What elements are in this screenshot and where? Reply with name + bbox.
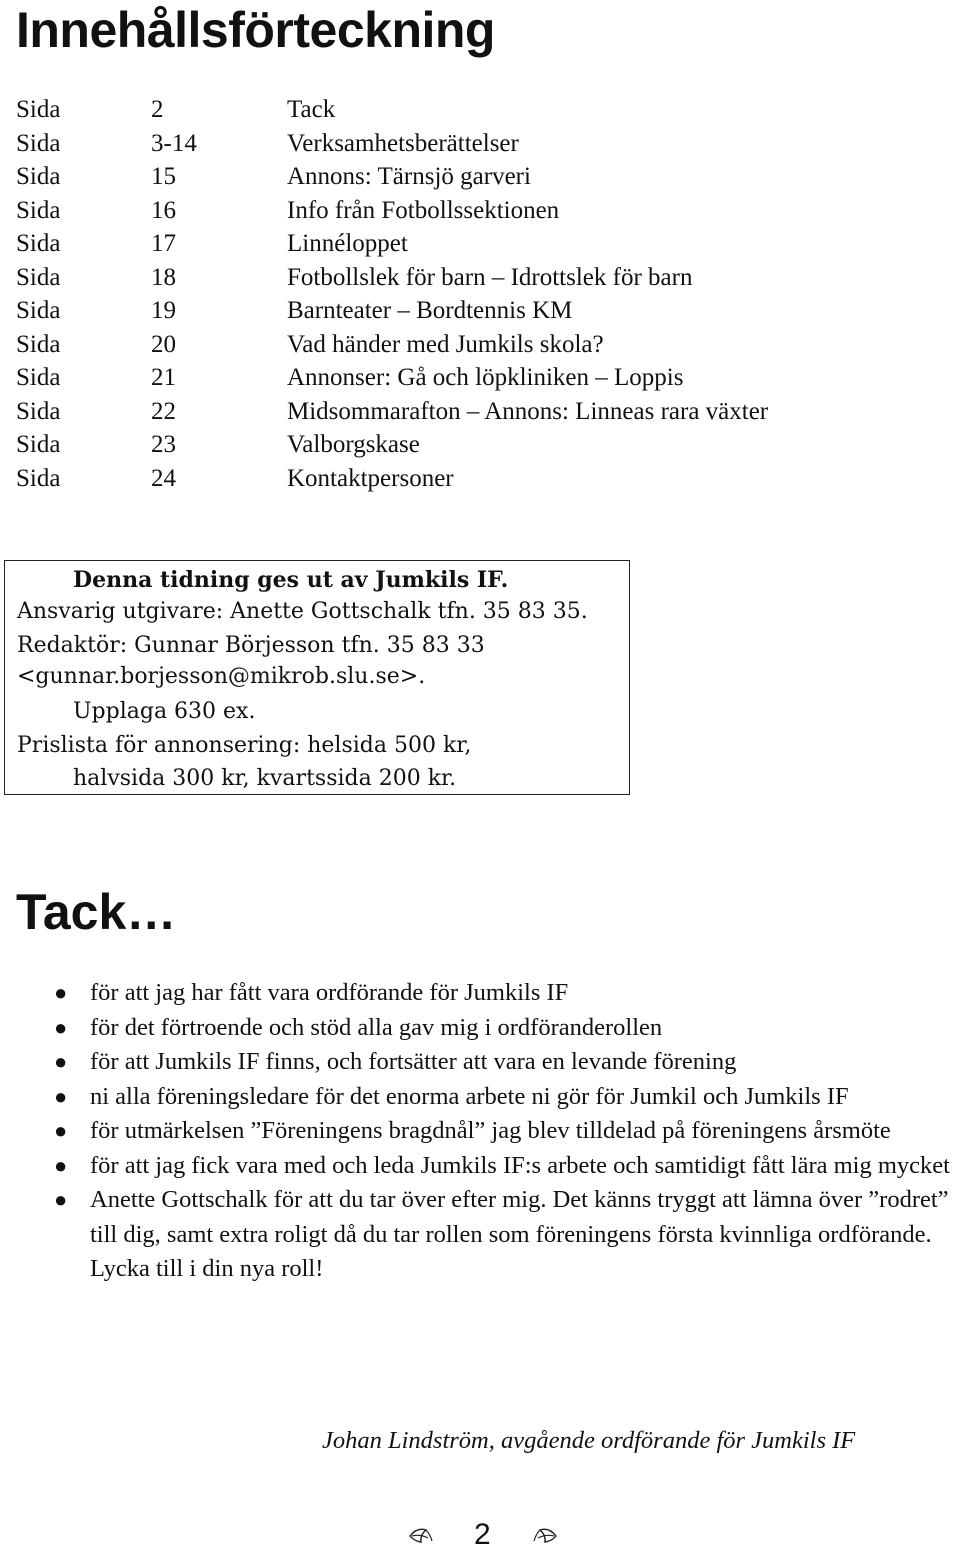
toc-page-number: 15 <box>151 163 176 190</box>
list-item-text: för att Jumkils IF finns, och fortsätter att vara en levande förening <box>90 1048 737 1075</box>
page-title: Innehållsförteckning <box>16 2 495 58</box>
toc-row <box>16 294 916 328</box>
publication-info-box <box>4 560 630 795</box>
toc-entry-title: Annonser: Gå och löpkliniken – Loppis <box>287 364 684 391</box>
toc-label: Sida <box>16 364 61 391</box>
toc-entry-title: Verksamhetsberättelser <box>287 129 519 157</box>
toc-label: Sida <box>16 464 61 492</box>
toc-label: Sida <box>16 397 61 425</box>
bullet-icon: ● <box>54 1049 68 1074</box>
toc-row <box>16 328 916 362</box>
bullet-icon: ● <box>54 1083 68 1109</box>
toc-row <box>16 395 916 429</box>
toc-page-number: 22 <box>151 397 176 425</box>
toc-row <box>16 462 916 496</box>
toc-row <box>16 160 916 194</box>
list-item-text: för utmärkelsen ”Föreningens bragdnål” jag blev tilldelad på föreningens årsmöte <box>90 1117 891 1144</box>
toc-entry-title: Valborgskase <box>287 431 420 458</box>
toc-row <box>16 261 916 295</box>
toc-page-number: 21 <box>151 364 176 391</box>
thanks-list <box>0 976 960 1287</box>
toc-label: Sida <box>16 129 61 157</box>
list-item-text: för det förtroende och stöd alla gav mig i ordföranderollen <box>90 1013 663 1041</box>
leaf-ornament-icon <box>408 1526 434 1544</box>
page-footer <box>0 1518 960 1552</box>
toc-entry-title: Midsommarafton – Annons: Linneas rara växter <box>287 397 769 425</box>
list-item-text: Anette Gottschalk för att du tar över efter mig. Det känns tryggt att lämna över ”rodret” till dig, samt extra roligt då du tar rollen som föreningens första kvinnliga ordförande. Lycka till i din nya roll! <box>90 1186 949 1282</box>
toc-page-number: 23 <box>151 431 176 458</box>
toc-page-number: 16 <box>151 196 176 224</box>
toc-label: Sida <box>16 196 61 224</box>
tack-heading: Tack… <box>16 884 177 940</box>
publisher-line: Denna tidning ges ut av Jumkils IF. <box>73 567 509 593</box>
toc-page-number: 20 <box>151 330 176 358</box>
list-item <box>0 1149 960 1184</box>
toc-entry-title: Tack <box>287 96 336 123</box>
signature: Johan Lindström, avgående ordförande för Jumkils IF <box>322 1427 856 1454</box>
pricing-line: Prislista för annonsering: helsida 500 kr, <box>17 733 472 758</box>
list-item <box>0 1183 960 1287</box>
toc-label: Sida <box>16 431 61 458</box>
toc-entry-title: Kontaktpersoner <box>287 464 454 492</box>
toc-row <box>16 227 916 261</box>
toc-label: Sida <box>16 230 61 257</box>
bullet-icon: ● <box>54 1118 68 1143</box>
editor-line: Redaktör: Gunnar Börjesson tfn. 35 83 33 <box>17 633 485 658</box>
toc-entry-title: Barnteater – Bordtennis KM <box>287 297 573 324</box>
toc-label: Sida <box>16 163 61 190</box>
list-item <box>0 1114 960 1149</box>
responsible-publisher-line: Ansvarig utgivare: Anette Gottschalk tfn. 35 83 35. <box>17 599 588 624</box>
toc-label: Sida <box>16 263 61 291</box>
table-of-contents <box>16 93 916 495</box>
bullet-icon: ● <box>54 980 68 1005</box>
list-item <box>0 976 960 1011</box>
toc-entry-title: Linnéloppet <box>287 230 408 257</box>
pricing-line-continued: halvsida 300 kr, kvartssida 200 kr. <box>73 766 457 791</box>
toc-row <box>16 194 916 228</box>
toc-page-number: 2 <box>151 96 164 123</box>
toc-page-number: 24 <box>151 464 176 492</box>
toc-label: Sida <box>16 330 61 358</box>
list-item <box>0 1011 960 1046</box>
list-item-text: för att jag fick vara med och leda Jumkils IF:s arbete och samtidigt fått lära mig mycket <box>90 1151 950 1179</box>
bullet-icon: ● <box>54 1014 68 1040</box>
toc-label: Sida <box>16 96 61 123</box>
editor-email: <gunnar.borjesson@mikrob.slu.se>. <box>17 664 426 689</box>
toc-page-number: 18 <box>151 263 176 291</box>
list-item <box>0 1080 960 1115</box>
toc-page-number: 3-14 <box>151 129 197 157</box>
toc-page-number: 17 <box>151 230 176 257</box>
page-number: 2 <box>474 1518 491 1551</box>
toc-entry-title: Fotbollslek för barn – Idrottslek för barn <box>287 263 693 291</box>
toc-row <box>16 361 916 395</box>
toc-row <box>16 428 916 462</box>
list-item-text: ni alla föreningsledare för det enorma arbete ni gör för Jumkil och Jumkils IF <box>90 1082 849 1110</box>
toc-page-number: 19 <box>151 297 176 324</box>
edition-line: Upplaga 630 ex. <box>73 699 256 724</box>
bullet-icon: ● <box>54 1152 68 1178</box>
leaf-ornament-icon <box>532 1526 558 1544</box>
bullet-icon: ● <box>54 1187 68 1212</box>
toc-row <box>16 127 916 161</box>
list-item <box>0 1045 960 1080</box>
toc-row <box>16 93 916 127</box>
toc-label: Sida <box>16 297 61 324</box>
list-item-text: för att jag har fått vara ordförande för Jumkils IF <box>90 979 569 1006</box>
toc-entry-title: Vad händer med Jumkils skola? <box>287 330 604 358</box>
toc-entry-title: Info från Fotbollssektionen <box>287 196 560 224</box>
toc-entry-title: Annons: Tärnsjö garveri <box>287 163 531 190</box>
